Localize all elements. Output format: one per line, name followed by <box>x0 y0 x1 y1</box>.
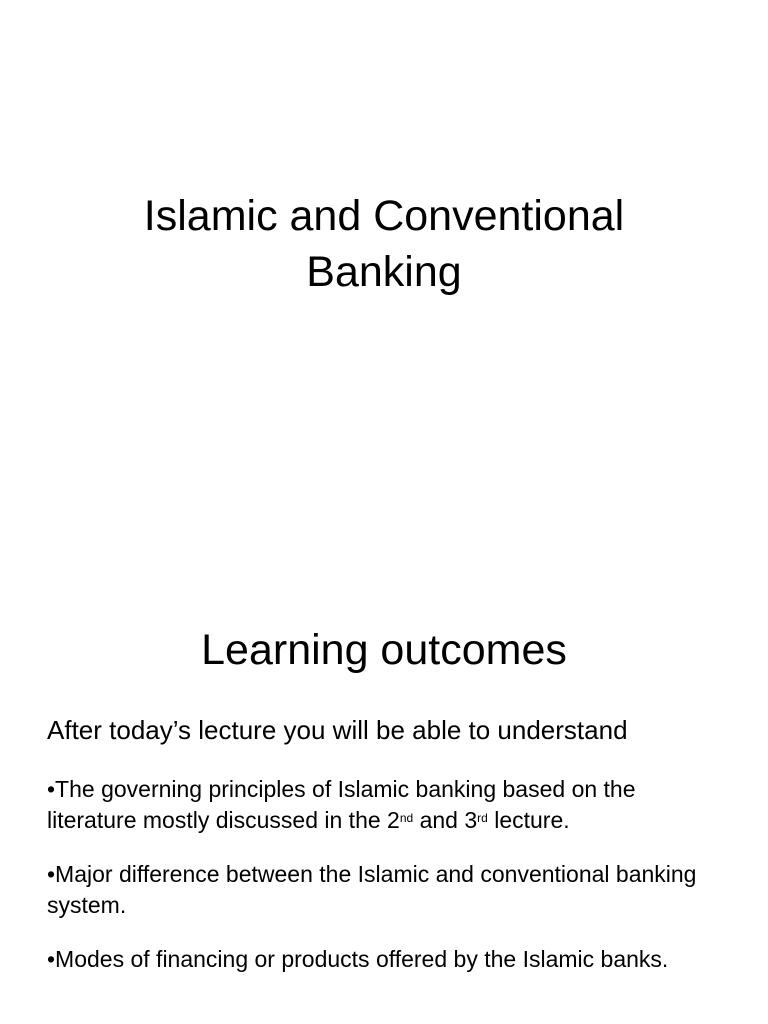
ordinal-suffix-nd: nd <box>399 811 414 825</box>
learning-outcomes-heading: Learning outcomes <box>201 626 567 674</box>
outcome-bullet-1-text-b: and 3 <box>413 807 478 833</box>
intro-text: After today’s lecture you will be able to understand <box>47 715 628 745</box>
outcome-bullet-3: •Modes of financing or products offered by the Islamic banks. <box>47 946 669 972</box>
slide-title-line-1: Islamic and Conventional <box>143 192 625 240</box>
outcome-bullet-1-text-a: •The governing principles of Islamic banking based on the literature mostly discussed in the 2 <box>47 776 636 833</box>
outcome-bullet-1-text-c: lecture. <box>487 807 570 833</box>
outcome-bullet-1 <box>47 774 727 836</box>
learning-outcomes-slide <box>0 540 768 1024</box>
ordinal-suffix-rd: rd <box>477 811 488 825</box>
slide-title <box>0 188 768 300</box>
slide-title-line-2: Banking <box>306 248 462 296</box>
outcome-bullet-2: •Major difference between the Islamic and conventional banking system. <box>47 861 697 918</box>
